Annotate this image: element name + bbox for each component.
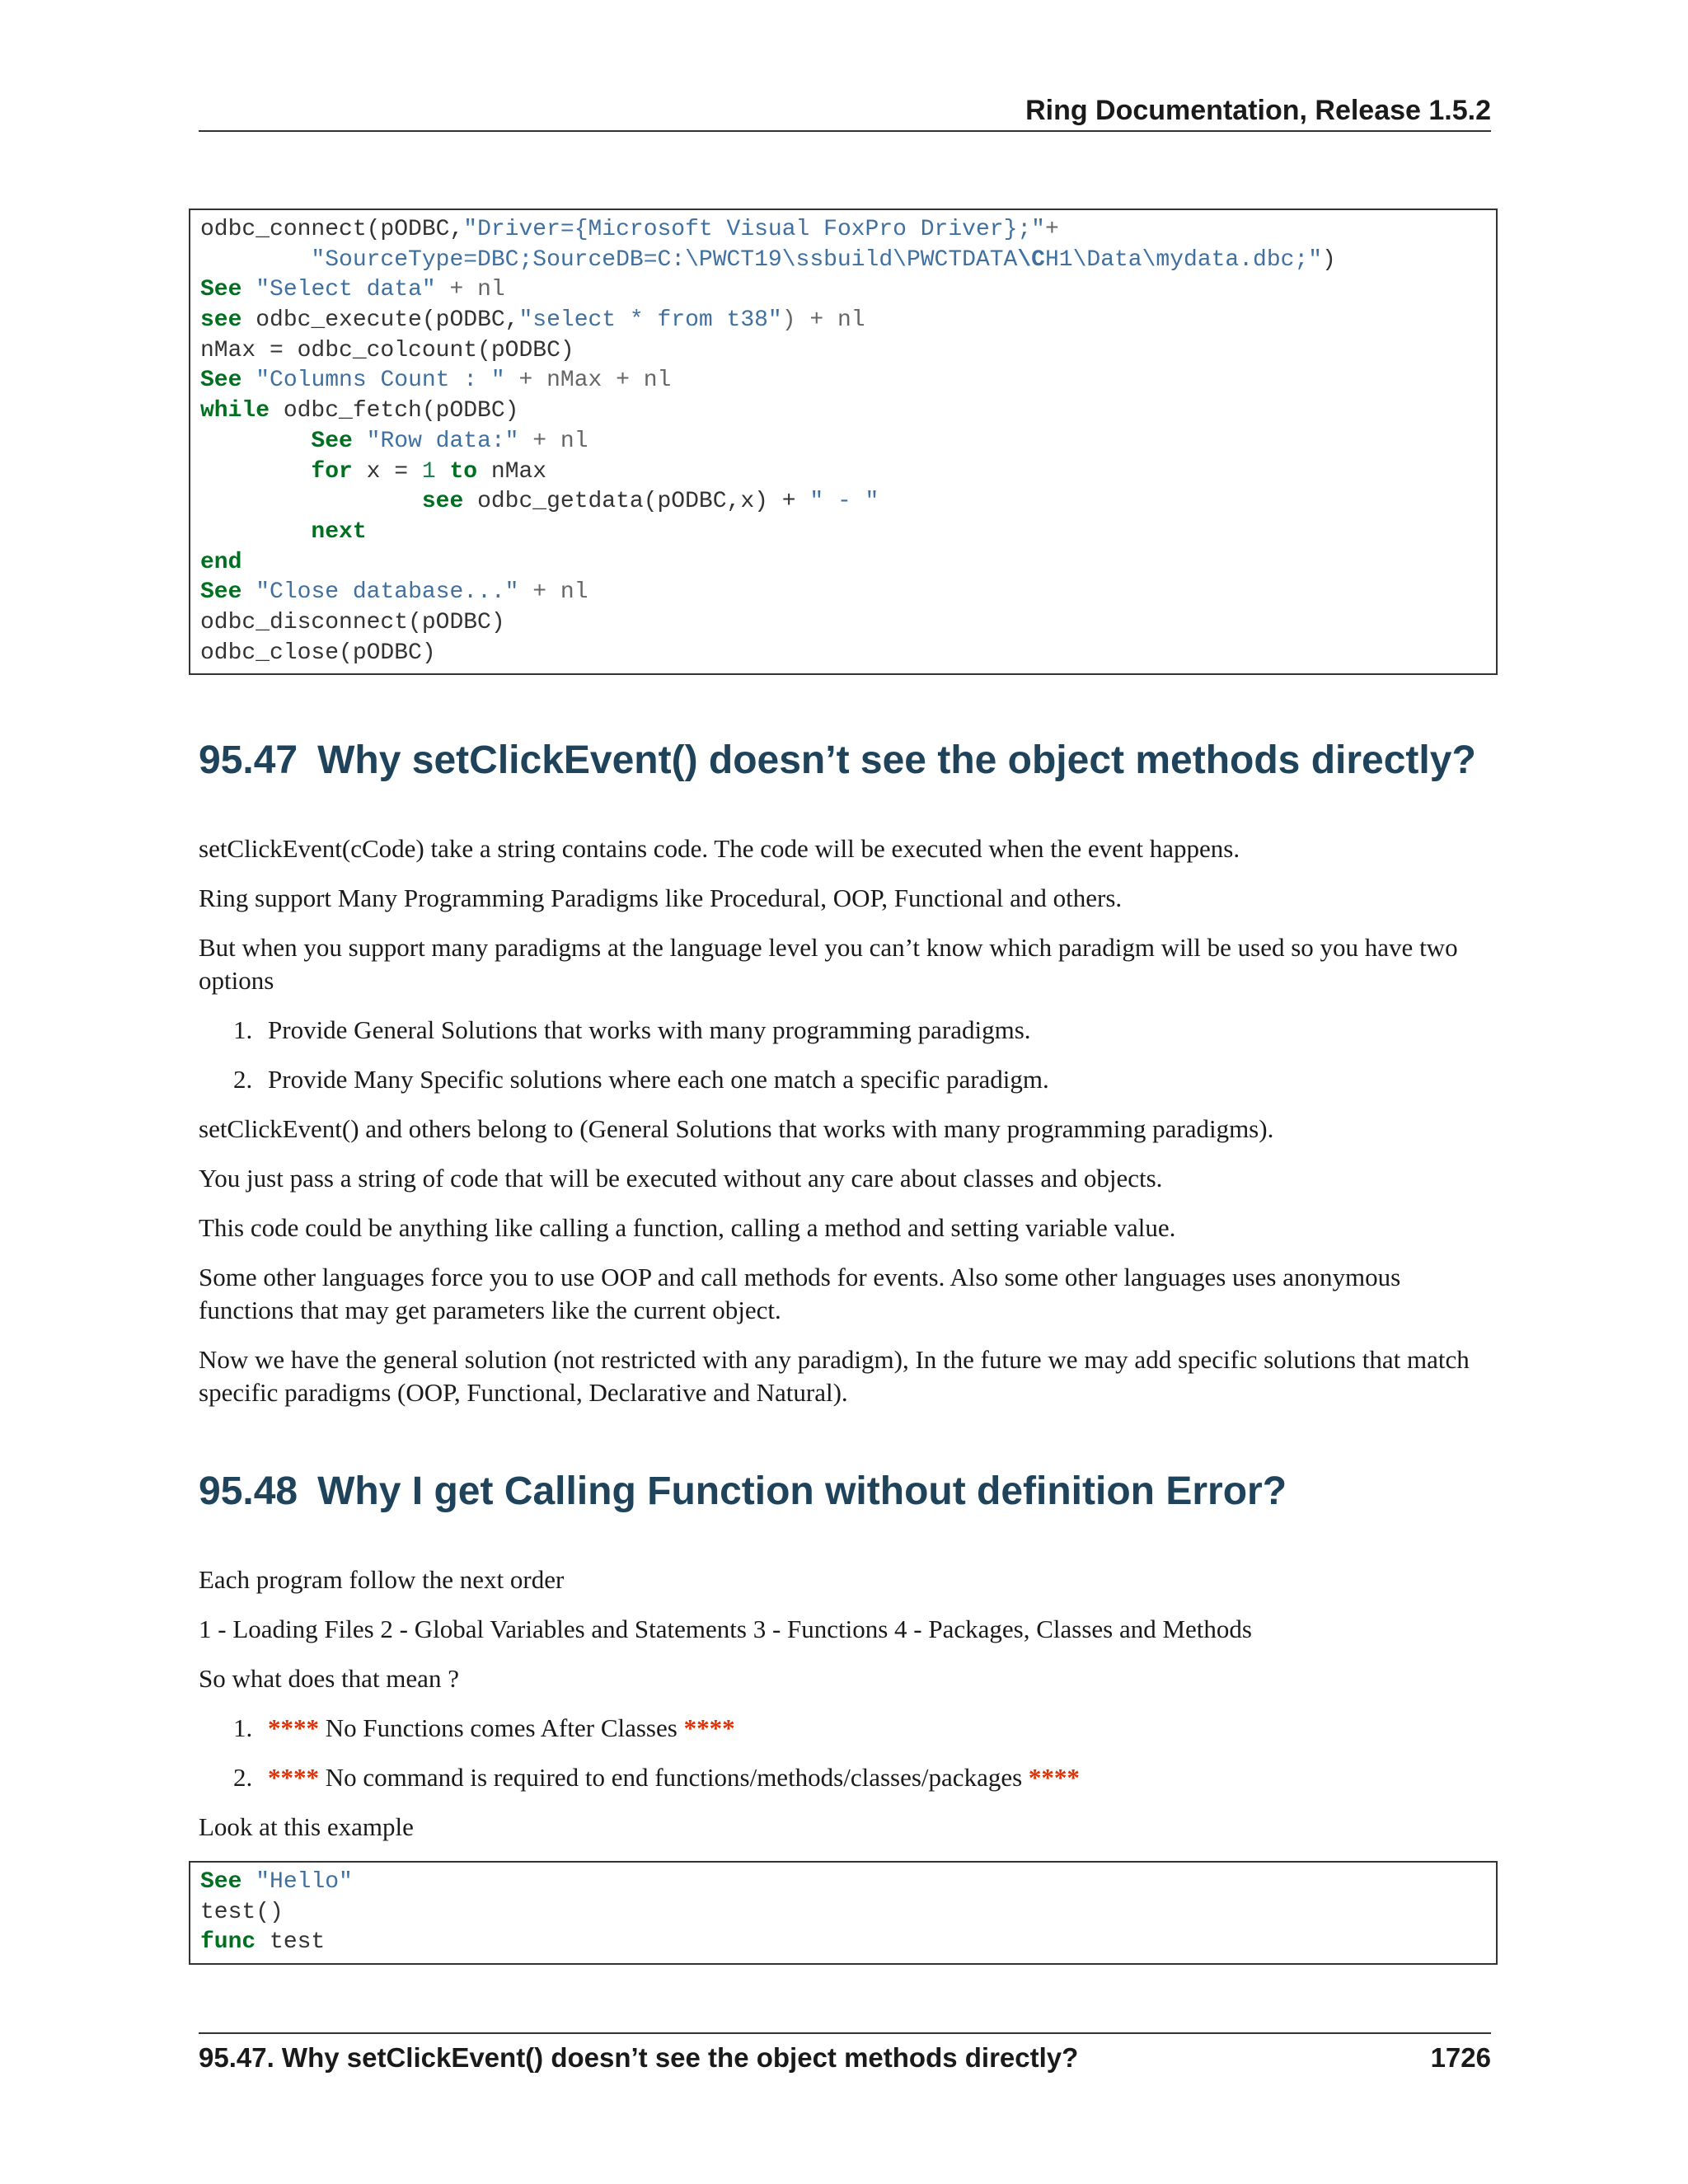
list-marker: 2. xyxy=(233,1763,253,1792)
code-line xyxy=(200,1868,1496,1898)
code-token: + xyxy=(1044,217,1059,242)
page-number: 1726 xyxy=(1430,2042,1491,2073)
list-marker: 1. xyxy=(233,1015,253,1044)
code-token: nMax xyxy=(477,458,547,485)
code-token: 1 xyxy=(421,458,436,485)
code-token: See xyxy=(200,1869,242,1895)
running-header: Ring Documentation, Release 1.5.2 xyxy=(199,91,1491,132)
code-token: odbc_fetch(pODBC) xyxy=(270,398,519,424)
code-line xyxy=(200,1928,1496,1958)
paragraph: setClickEvent() and others belong to (General Solutions that works with many programming paradigms). xyxy=(199,1114,1274,1143)
emphasis-stars: **** xyxy=(268,1763,319,1792)
list-marker: 2. xyxy=(233,1065,253,1094)
code-token: "Hello" xyxy=(256,1869,353,1895)
paragraph: Each program follow the next order xyxy=(199,1565,565,1594)
list-item-text: No Functions comes After Classes xyxy=(319,1713,684,1742)
code-token: + nl xyxy=(518,428,588,454)
code-token: test() xyxy=(200,1899,284,1925)
code-token: "Close database..." xyxy=(256,579,519,606)
emphasis-stars: **** xyxy=(1028,1763,1080,1792)
code-token xyxy=(200,247,311,273)
code-token xyxy=(436,459,450,485)
code-token: see xyxy=(200,307,242,334)
list-item xyxy=(233,1063,1491,1096)
section-number: 95.48 xyxy=(199,1469,298,1513)
section-heading-95-48 xyxy=(199,1469,1491,1514)
code-token: ) + nl xyxy=(781,307,865,334)
code-block-func-example xyxy=(189,1861,1498,1965)
paragraph: This code could be anything like calling a function, calling a method and setting variable value. xyxy=(199,1213,1176,1242)
emphasis-stars: **** xyxy=(683,1713,735,1742)
code-token: + nl xyxy=(518,579,588,606)
code-token: odbc_disconnect(pODBC) xyxy=(200,609,505,635)
code-token: odbc_execute(pODBC, xyxy=(241,307,519,334)
list-item-text: No command is required to end functions/methods/classes/packages xyxy=(319,1763,1029,1792)
code-token: to xyxy=(449,458,478,485)
code-token: + nMax + nl xyxy=(504,368,672,394)
emphasis-stars: **** xyxy=(268,1713,319,1742)
list-marker: 1. xyxy=(233,1713,253,1742)
code-token: odbc_connect(pODBC, xyxy=(200,217,464,242)
code-token: end xyxy=(200,549,242,575)
paragraph: Now we have the general solution (not restricted with any paradigm), In the future we may add specific solutions that match specific paradigms (OOP, Functional, Declarative and Natural). xyxy=(199,1345,1470,1407)
code-token xyxy=(200,489,422,514)
code-line xyxy=(200,275,1496,306)
code-token: See xyxy=(200,277,242,303)
code-line xyxy=(200,396,1496,427)
code-line xyxy=(200,518,1496,548)
code-line xyxy=(200,548,1496,579)
code-token: " - " xyxy=(809,489,879,515)
code-line xyxy=(200,336,1496,367)
paragraph: But when you support many paradigms at the language level you can’t know which paradigm will be used so you have two options xyxy=(199,933,1458,995)
code-token: "Columns Count : " xyxy=(256,368,505,394)
code-token xyxy=(200,459,311,485)
code-line xyxy=(200,608,1496,639)
code-token: next xyxy=(311,518,367,545)
code-line xyxy=(200,1898,1496,1929)
list-item-text: Provide Many Specific solutions where each one match a specific paradigm. xyxy=(268,1065,1049,1094)
code-token: see xyxy=(421,489,464,515)
paragraph: Look at this example xyxy=(199,1812,414,1841)
code-line xyxy=(200,366,1496,396)
code-token: See xyxy=(311,428,353,454)
code-line xyxy=(200,306,1496,336)
code-token: odbc_getdata(pODBC,x) + xyxy=(463,489,810,515)
code-token xyxy=(241,579,256,605)
code-token: \C xyxy=(1017,246,1045,273)
code-token: H1\Data\mydata.dbc;" xyxy=(1044,246,1323,273)
code-token xyxy=(241,277,256,302)
code-line xyxy=(200,639,1496,669)
paragraph: So what does that mean ? xyxy=(199,1664,459,1693)
code-token: test xyxy=(256,1929,326,1956)
code-token: for xyxy=(311,458,353,485)
code-token: odbc_close(pODBC) xyxy=(200,640,436,666)
list-item xyxy=(233,1014,1491,1047)
code-token: "Driver={Microsoft Visual FoxPro Driver};" xyxy=(463,217,1045,242)
code-token: See xyxy=(200,368,242,394)
code-token: ) xyxy=(1322,246,1336,273)
code-token: nMax = odbc_colcount(pODBC) xyxy=(200,337,574,363)
section-number: 95.47 xyxy=(199,738,298,782)
code-token: "Select data" xyxy=(256,277,436,303)
code-token xyxy=(200,429,311,454)
code-token: "SourceType=DBC;SourceDB=C:\PWCT19\ssbuild\PWCTDATA xyxy=(311,246,1018,273)
paragraph: Some other languages force you to use OOP and call methods for events. Also some other languages uses anonymous functions that may get parameters like the current object. xyxy=(199,1263,1401,1324)
list-item xyxy=(233,1712,1491,1745)
code-line xyxy=(200,215,1496,246)
code-token: "select * from t38" xyxy=(518,307,782,334)
code-token: while xyxy=(200,398,270,424)
code-line xyxy=(200,246,1496,276)
code-block-odbc xyxy=(189,209,1498,675)
code-token xyxy=(241,368,256,393)
paragraph: You just pass a string of code that will be executed without any care about classes and objects. xyxy=(199,1164,1163,1193)
paragraph: Ring support Many Programming Paradigms like Procedural, OOP, Functional and others. xyxy=(199,883,1123,912)
section-heading-95-47 xyxy=(199,738,1491,783)
code-token: "Row data:" xyxy=(366,428,519,454)
section-title-text: Why setClickEvent() doesn’t see the object methods directly? xyxy=(317,738,1476,782)
code-token xyxy=(353,429,367,454)
list-item xyxy=(233,1761,1491,1794)
code-token xyxy=(241,1869,256,1895)
document-page xyxy=(199,0,1491,2184)
paragraph: setClickEvent(cCode) take a string contains code. The code will be executed when the event happens. xyxy=(199,834,1240,863)
code-line xyxy=(200,457,1496,488)
running-footer xyxy=(199,2032,1491,2082)
list-item-text: Provide General Solutions that works with many programming paradigms. xyxy=(268,1015,1031,1044)
section-title-text: Why I get Calling Function without definition Error? xyxy=(317,1469,1287,1513)
code-line xyxy=(200,578,1496,608)
paragraph: 1 - Loading Files 2 - Global Variables and Statements 3 - Functions 4 - Packages, Classes and Methods xyxy=(199,1615,1252,1643)
code-line xyxy=(200,427,1496,457)
code-token: func xyxy=(200,1929,256,1956)
code-token: See xyxy=(200,579,242,606)
footer-section-title: 95.47. Why setClickEvent() doesn’t see the object methods directly? xyxy=(199,2042,1079,2073)
code-token xyxy=(200,519,311,545)
code-line xyxy=(200,487,1496,518)
code-token: x = xyxy=(352,458,422,485)
code-token: + nl xyxy=(435,277,505,303)
